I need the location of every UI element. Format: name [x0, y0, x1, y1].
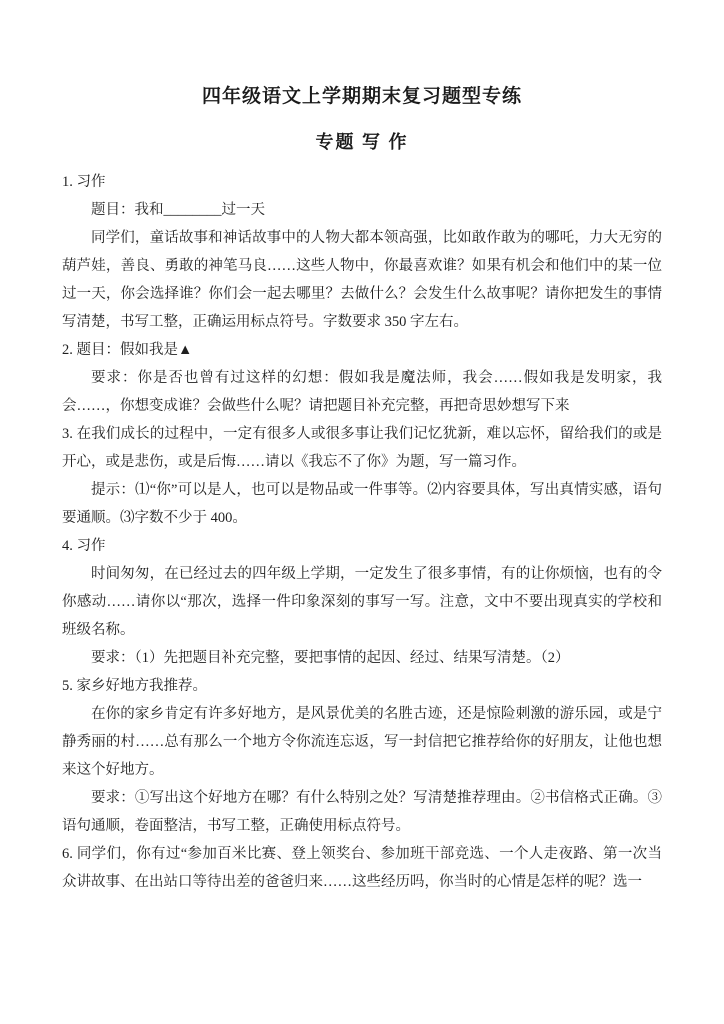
document-paragraph-11: 5. 家乡好地方我推荐。 [62, 678, 207, 694]
document-paragraph-5: 要求：你是否也曾有过这样的幻想：假如我是魔法师，我会……假如我是发明家，我会……，你想变成谁？会做些什么呢？请把题目补充完整，再把奇思妙想写下来 [62, 370, 662, 414]
document-paragraph-3: 同学们，童话故事和神话故事中的人物大都本领高强，比如敢作敢为的哪吒，力大无穷的葫芦娃，善良、勇敢的神笔马良……这些人物中，你最喜欢谁？如果有机会和他们中的某一位过一天，你会选择谁？你们会一起去哪里？去做什么？会发生什么故事呢？请你把发生的事情写清楚，书写工整，正确运用标点符号。字数要求 350 字左右。 [62, 230, 662, 330]
document-paragraph-4: 2. 题目：假如我是▲ [62, 342, 193, 358]
document-title: 四年级语文上学期期末复习题型专练 [201, 86, 522, 107]
document-body [62, 168, 662, 896]
document-paragraph-8: 4. 习作 [62, 538, 106, 554]
document-paragraph-14: 6. 同学们，你有过“参加百米比赛、登上领奖台、参加班干部竞选、一个人走夜路、第一次当众讲故事、在出站口等待出差的爸爸归来……这些经历吗，你当时的心情是怎样的呢？选一 [62, 846, 662, 890]
document-paragraph-1: 1. 习作 [62, 174, 106, 190]
document-paragraph-12: 在你的家乡肯定有许多好地方，是风景优美的名胜古迹，还是惊险刺激的游乐园，或是宁静秀丽的村……总有那么一个地方令你流连忘返，写一封信把它推荐给你的好朋友，让他也想来这个好地方。 [62, 706, 662, 778]
document-paragraph-2: 题目：我和________过一天 [91, 202, 265, 218]
document-paragraph-6: 3. 在我们成长的过程中，一定有很多人或很多事让我们记忆犹新，难以忘怀，留给我们的或是开心，或是悲伤，或是后悔……请以《我忘不了你》为题，写一篇习作。 [62, 426, 662, 470]
document-paragraph-13: 要求：①写出这个好地方在哪？有什么特别之处？写清楚推荐理由。②书信格式正确。③语句通顺，卷面整洁，书写工整，正确使用标点符号。 [62, 790, 662, 834]
document-paragraph-7: 提示：⑴“你”可以是人，也可以是物品或一件事等。⑵内容要具体，写出真情实感，语句要通顺。⑶字数不少于 400。 [62, 482, 662, 526]
document-paragraph-9: 时间匆匆，在已经过去的四年级上学期，一定发生了很多事情，有的让你烦恼，也有的令你感动……请你以“那次，选择一件印象深刻的事写一写。注意，文中不要出现真实的学校和班级名称。 [62, 566, 662, 638]
document-subtitle: 专题 写 作 [315, 132, 409, 152]
document-paragraph-10: 要求：（1）先把题目补充完整，要把事情的起因、经过、结果写清楚。（2） [91, 650, 570, 666]
